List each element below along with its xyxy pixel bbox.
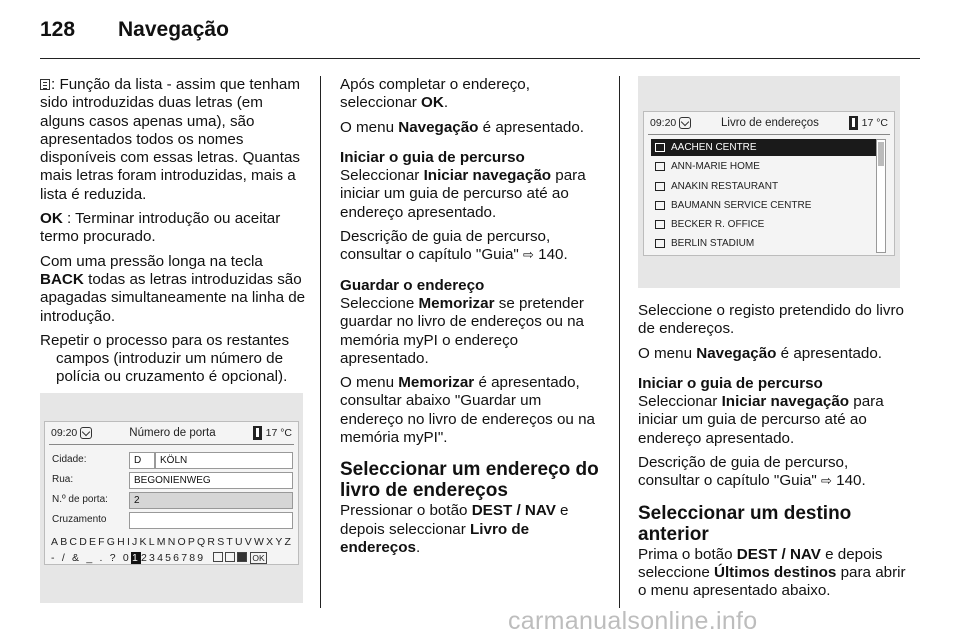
temperature: 17 °C bbox=[861, 117, 888, 129]
list-item[interactable]: BAUMANN SERVICE CENTRE bbox=[651, 197, 877, 214]
field-label-street: Rua: bbox=[52, 474, 74, 485]
screenshot-house-number bbox=[40, 393, 303, 603]
navigation-icon bbox=[679, 117, 691, 129]
paragraph-ok: OK : Terminar introdução ou aceitar termo procurado. bbox=[40, 210, 281, 246]
subheading-start-guidance: Iniciar o guia de percurso bbox=[638, 374, 823, 392]
subheading-save-address: Guardar o endereço bbox=[340, 276, 485, 294]
list-item[interactable]: BERLIN STADIUM bbox=[651, 235, 877, 252]
paragraph-back: Com uma pressão longa na tecla BACK todas as letras introduzidas são apagadas simultaneamente na linha de introdução. bbox=[40, 252, 306, 325]
status-divider bbox=[648, 134, 890, 135]
scroll-thumb[interactable] bbox=[878, 142, 884, 166]
screenshot-address-book bbox=[638, 76, 900, 288]
display-frame bbox=[643, 111, 895, 256]
delete-icon[interactable] bbox=[237, 552, 247, 562]
paragraph-guidance-ref: Descrição de guia de percurso, consultar o capítulo "Guia" ⇨ 140. bbox=[638, 454, 866, 490]
page-title: Navegação bbox=[118, 18, 229, 41]
heading-address-book: Seleccionar um endereço do livro de endereços bbox=[340, 459, 599, 502]
clock: 09:20 bbox=[51, 427, 78, 439]
crossing-field[interactable] bbox=[129, 512, 293, 529]
header-divider bbox=[40, 58, 920, 59]
street-field[interactable]: BEGONIENWEG bbox=[129, 472, 293, 489]
list-item[interactable]: ANN-MARIE HOME bbox=[651, 158, 877, 175]
column-divider-1 bbox=[320, 76, 321, 608]
selected-key[interactable]: 1 bbox=[131, 552, 141, 564]
city-prefix-field[interactable]: D bbox=[129, 452, 155, 469]
address-entry-icon bbox=[655, 182, 665, 191]
field-label-city: Cidade: bbox=[52, 454, 87, 465]
paragraph-save-address: Seleccione Memorizar se pretender guardar no livro de endereços ou na memória myPI o endereço apresentado. bbox=[340, 294, 585, 367]
address-entry-icon bbox=[655, 201, 665, 210]
paragraph-repeat: Repetir o processo para os restantes campos (introduzir um número de polícia ou cruzamento é opcional). bbox=[40, 331, 290, 386]
heading-previous-destination: Seleccionar um destino anterior bbox=[638, 502, 852, 545]
address-entry-icon bbox=[655, 143, 665, 152]
watermark: carmanualsonline.info bbox=[508, 607, 758, 635]
clock: 09:20 bbox=[650, 117, 677, 129]
field-label-house-number: N.º de porta: bbox=[52, 494, 108, 505]
paragraph-start-guidance: Seleccionar Iniciar navegação para iniciar um guia de percurso até ao endereço apresentado. bbox=[340, 167, 586, 221]
page-reference-icon: ⇨ bbox=[821, 473, 832, 489]
page-number: 128 bbox=[40, 18, 76, 41]
list-scrollbar[interactable] bbox=[876, 139, 886, 253]
navigation-icon bbox=[80, 427, 92, 439]
list-item[interactable]: BECKER R. OFFICE bbox=[651, 216, 877, 233]
paragraph-previous-destination: Prima o botão DEST / NAV e depois seleccione Últimos destinos para abrir o menu apresentado abaixo. bbox=[638, 545, 906, 600]
paragraph-address-book: Pressionar o botão DEST / NAV e depois seleccionar Livro de endereços. bbox=[340, 502, 569, 556]
page-reference-icon: ⇨ bbox=[523, 247, 534, 263]
list-icon bbox=[40, 79, 50, 90]
subheading-start-guidance: Iniciar o guia de percurso bbox=[340, 148, 525, 166]
paragraph-start-guidance: Seleccionar Iniciar navegação para iniciar um guia de percurso até ao endereço apresentado. bbox=[638, 393, 884, 447]
shift-icon[interactable] bbox=[213, 552, 223, 562]
status-divider bbox=[49, 444, 294, 445]
thermometer-icon bbox=[253, 426, 262, 440]
keyboard-digits[interactable]: - / & _ . ? 0123456789 OK bbox=[51, 552, 265, 564]
address-entry-icon bbox=[655, 239, 665, 248]
paragraph-list-function: : Função da lista - assim que tenham sido introduzidas duas letras (em alguns casos apenas uma), são apresentados todos os nomes disponíveis com essas letras. Quantas mais letras foram introduzidas, mais a lista é reduzida. bbox=[40, 76, 301, 203]
screen-title: Número de porta bbox=[129, 427, 216, 439]
paragraph-memorize-menu: O menu Memorizar é apresentado, consultar abaixo "Guardar um endereço no livro de endereços ou na memória myPI". bbox=[340, 374, 595, 447]
paragraph-guidance-ref: Descrição de guia de percurso, consultar o capítulo "Guia" ⇨ 140. bbox=[340, 228, 568, 264]
column-divider-2 bbox=[619, 76, 620, 608]
paragraph-select-entry: Seleccione o registo pretendido do livro de endereços. bbox=[638, 302, 904, 338]
column-1 bbox=[40, 76, 308, 393]
keyboard-letters[interactable]: ABCDEFGHIJKLMNOPQRSTUVWXYZ bbox=[51, 536, 294, 548]
address-entry-icon bbox=[655, 220, 665, 229]
city-field[interactable]: KÖLN bbox=[155, 452, 293, 469]
paragraph-menu-nav: O menu Navegação é apresentado. bbox=[638, 344, 883, 362]
cursor-icon[interactable] bbox=[225, 552, 235, 562]
list-item[interactable]: ANAKIN RESTAURANT bbox=[651, 178, 877, 195]
column-3 bbox=[638, 302, 906, 607]
temperature: 17 °C bbox=[265, 427, 292, 439]
paragraph-after-address: Após completar o endereço, seleccionar OK. bbox=[340, 76, 530, 112]
screen-title: Livro de endereços bbox=[721, 117, 819, 129]
house-number-field[interactable]: 2 bbox=[129, 492, 293, 509]
column-2 bbox=[340, 76, 608, 563]
status-bar bbox=[45, 422, 298, 444]
field-label-crossing: Cruzamento bbox=[52, 514, 107, 525]
status-bar bbox=[644, 112, 894, 134]
address-entry-icon bbox=[655, 162, 665, 171]
thermometer-icon bbox=[849, 116, 858, 130]
list-item[interactable]: AACHEN CENTRE bbox=[651, 139, 877, 156]
ok-key[interactable]: OK bbox=[252, 553, 265, 563]
paragraph-menu-nav: O menu Navegação é apresentado. bbox=[340, 118, 585, 136]
display-frame bbox=[44, 421, 299, 565]
